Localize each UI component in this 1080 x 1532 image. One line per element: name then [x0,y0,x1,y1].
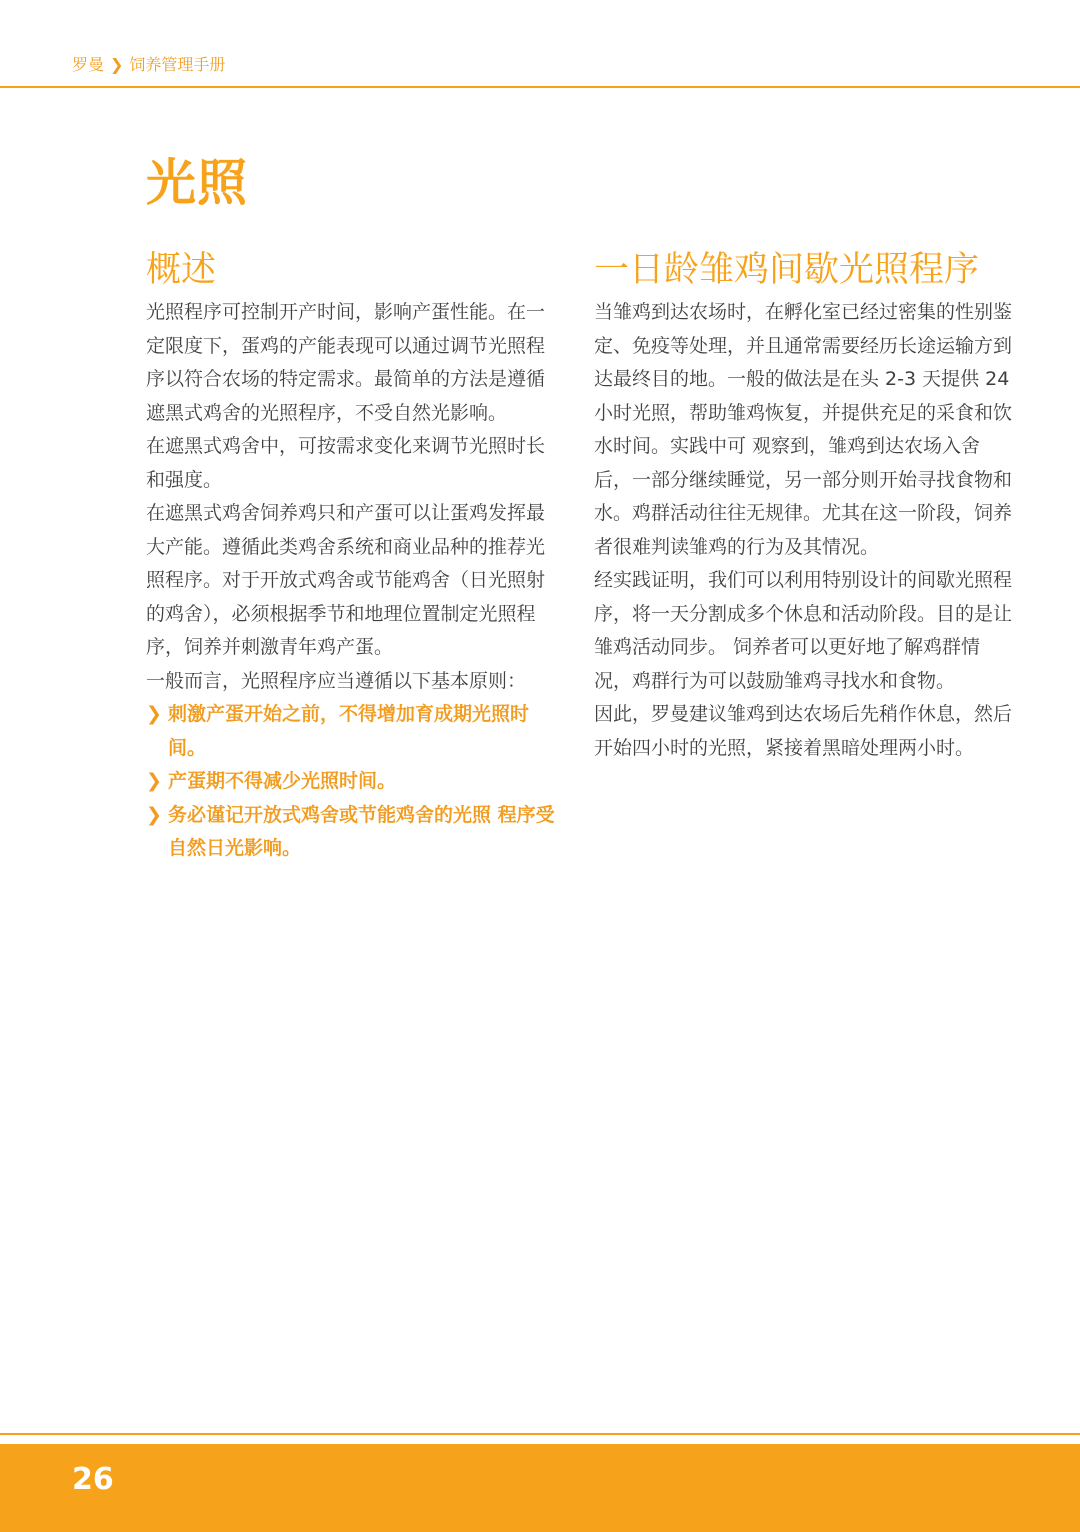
lighting-principles-list [146,698,561,866]
intermittent-lighting-heading: 一日龄雏鸡间歇光照程序 [594,250,980,290]
page-footer [0,1444,1080,1532]
breadcrumb [72,54,225,76]
intermittent-paragraph: 经实践证明，我们可以利用特别设计的间歇光照程序，将一天分割成多个休息和活动阶段。目的是让雏鸡活动同步。 饲养者可以更好地了解鸡群情况，鸡群行为可以鼓励雏鸡寻找水和食物。 [594,569,1013,692]
breadcrumb-brand[interactable]: 罗曼 [72,55,105,74]
overview-paragraph: 一般而言，光照程序应当遵循以下基本原则： [146,669,527,692]
overview-paragraph: 在遮黑式鸡舍饲养鸡只和产蛋可以让蛋鸡发挥最大产能。遵循此类鸡舍系统和商业品种的推荐光照程序。对于开放式鸡舍或节能鸡舍（日光照射的鸡舍），必须根据季节和地理位置制定光照程序，饲养并刺激青年鸡产蛋。 [146,502,546,658]
overview-paragraph: 光照程序可控制开产时间，影响产蛋性能。在一定限度下，蛋鸡的产能表现可以通过调节光照程序以符合农场的特定需求。最简单的方法是遵循遮黑式鸡舍的光照程序，不受自然光影响。 [146,301,546,424]
chevron-right-icon: ❯ [110,55,124,74]
principle-item [146,765,561,799]
overview-paragraph: 在遮黑式鸡舍中，可按需求变化来调节光照时长和强度。 [146,435,546,491]
overview-column [146,296,561,866]
chevron-right-icon: ❯ [146,803,162,826]
principle-item [146,698,561,765]
principle-text: 刺激产蛋开始之前，不得增加育成期光照时间。 [168,703,530,759]
page-header [0,0,1080,88]
chevron-right-icon: ❯ [146,703,162,725]
chevron-right-icon: ❯ [146,770,162,792]
overview-heading: 概述 [146,250,217,290]
principle-text: 产蛋期不得减少光照时间。 [168,770,397,792]
intermittent-paragraph: 因此，罗曼建议雏鸡到达农场后先稍作休息，然后开始四小时的光照，紧接着黑暗处理两小时。 [594,703,1013,759]
principle-item [146,799,561,866]
principle-text: 务必谨记开放式鸡舍或节能鸡舍的光照 程序受自然日光影响。 [168,803,555,859]
breadcrumb-manual[interactable]: 饲养管理手册 [129,55,226,74]
page-title: 光照 [146,154,248,212]
footer-divider [0,1433,1080,1435]
page-number: 26 [72,1462,114,1497]
intermittent-lighting-column [594,296,1012,765]
intermittent-paragraph: 当雏鸡到达农场时，在孵化室已经过密集的性别鉴定、免疫等处理，并且通常需要经历长途运输方到达最终目的地。一般的做法是在头 2-3 天提供 24 小时光照，帮助雏鸡恢复，并提供充足的采食和饮水时间。实践中可 观察到，雏鸡到达农场入舍后，一部分继续睡觉，另一部分则开始寻找食物和水。鸡群活动往往无规律。尤其在这一阶段，饲养者很难判读雏鸡的行为及其情况。 [594,301,1013,558]
